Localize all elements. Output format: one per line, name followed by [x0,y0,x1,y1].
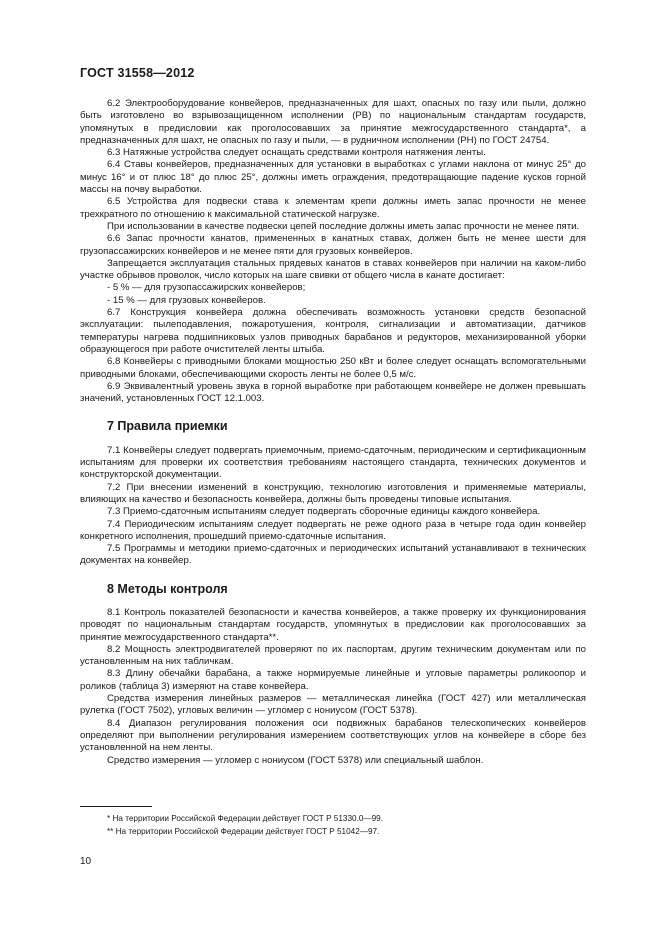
list-item-passenger: - 5 % — для грузопассажирских конвейеров; [107,282,306,294]
footnote-2: ** На территории Российской Федерации действует ГОСТ Р 51042—97. [107,827,380,836]
paragraph-7-1: 7.1 Конвейеры следует подвергать приемочным, приемо-сдаточным, периодическим и сертификационным испытаниям для проверки их соответствия требованиям настоящего стандарта, технических документов и конструкторской документации. [80,444,586,481]
paragraph-8-4-instrument: Средство измерения — угломер с нониусом (ГОСТ 5378) или специальный шаблон. [107,754,484,766]
section-7-heading: 7 Правила приемки [107,419,228,434]
paragraph-8-4: 8.4 Диапазон регулирования положения оси подвижных барабанов телескопических конвейеров определяют при выполнении регулирования измерением соответствующих углов на конвейере в сборе без установленной на нем ленты. [80,717,586,754]
paragraph-6-6: 6.6 Запас прочности канатов, примененных в канатных ставах, должен быть не менее шести для грузопассажирских конвейеров и не менее пяти для грузовых конвейеров. [80,233,586,257]
document-header-code: ГОСТ 31558—2012 [80,66,195,80]
paragraph-6-7: 6.7 Конструкция конвейера должна обеспечивать возможность установки средств безопасной эксплуатации: пылеподавления, пожаротушения, контроля, сигнализации и автоматизации, датчиков температуры нагрева подшипниковых узлов приводных барабанов и редукторов, механизированной уборки образующегося при работе очистителей ленты штыба. [80,307,586,355]
paragraph-7-5: 7.5 Программы и методики приемо-сдаточных и периодических испытаний устанавливают в технических документах на конвейер. [80,543,586,567]
paragraph-6-5-chains: При использовании в качестве подвески цепей последние должны иметь запас прочности не менее пяти. [107,220,580,232]
section-8-heading: 8 Методы контроля [107,581,228,596]
paragraph-8-3-instruments: Средства измерения линейных размеров — металлическая линейка (ГОСТ 427) или металлическая рулетка (ГОСТ 7502), угловых величин — угломер с нониусом (ГОСТ 5378). [80,693,586,717]
list-item-cargo: - 15 % — для грузовых конвейеров. [107,294,266,306]
footnotes [80,812,586,838]
paragraph-6-3: 6.3 Натяжные устройства следует оснащать средствами контроля натяжения ленты. [107,147,486,159]
paragraph-6-2: 6.2 Электрооборудование конвейеров, предназначенных для шахт, опасных по газу или пыли, должно быть изготовлено во взрывозащищенном исполнении (РВ) по национальным стандартам государств, упомянутых в предисловии как проголосовавших за принятие межгосударственного стандарта*, а предназначенных для шахт, не опасных по газу и пыли, — в рудничном исполнении (РН) по ГОСТ 24754. [80,98,586,146]
paragraph-6-4: 6.4 Ставы конвейеров, предназначенных для установки в выработках с углами наклона от минус 25° до минус 16° и от плюс 18° до плюс 25°, должны иметь ограждения, предотвращающие падение кусков горной массы на почву выработки. [80,159,586,196]
paragraph-6-6-ropes: Запрещается эксплуатация стальных прядевых канатов в ставах конвейеров при наличии на каком-либо участке обрывов проволок, число которых на шаге свивки от общего числа в канате достигает: [80,257,586,282]
footnote-divider [80,806,152,807]
footnote-1: * На территории Российской Федерации действует ГОСТ Р 51330.0—99. [107,814,383,823]
paragraph-7-3: 7.3 Приемо-сдаточным испытаниям следует подвергать сборочные единицы каждого конвейера. [107,506,541,518]
paragraph-7-2: 7.2 При внесении изменений в конструкцию, технологию изготовления и применяемые материалы, влияющих на качество и безопасность конвейера, должны быть проведены типовые испытания. [80,481,586,505]
paragraph-8-3: 8.3 Длину обечайки барабана, а также нормируемые линейные и угловые параметры роликоопор и роликов (таблица 3) измеряют на ставе конвейера. [80,668,586,692]
paragraph-6-9: 6.9 Эквивалентный уровень звука в горной выработке при работающем конвейере не должен превышать значений, установленных ГОСТ 12.1.003. [80,380,586,405]
paragraph-8-1: 8.1 Контроль показателей безопасности и качества конвейеров, а также проверку их функционирования проводят по национальным стандартам государств, упомянутых в предисловии как проголосовавших за принятие межгосударственного стандарта**. [80,606,586,643]
paragraph-7-4: 7.4 Периодическим испытаниям следует подвергать не реже одного раза в четыре года один конвейер конкретного исполнения, прошедший приемо-сдаточные испытания. [80,518,586,542]
paragraph-6-5: 6.5 Устройства для подвески става к элементам крепи должны иметь запас прочности не менее трехкратного по отношению к максимальной статической нагрузке. [80,196,586,220]
paragraph-8-2: 8.2 Мощность электродвигателей проверяют по их паспортам, другим техническим документам или по установленным на них табличкам. [80,643,586,668]
page-number: 10 [80,856,92,867]
paragraph-6-8: 6.8 Конвейеры с приводными блоками мощностью 250 кВт и более следует оснащать вспомогательными приводными блоками, обеспечивающими скорость ленты не более 0,5 м/с. [80,356,586,380]
document-body [80,98,586,767]
